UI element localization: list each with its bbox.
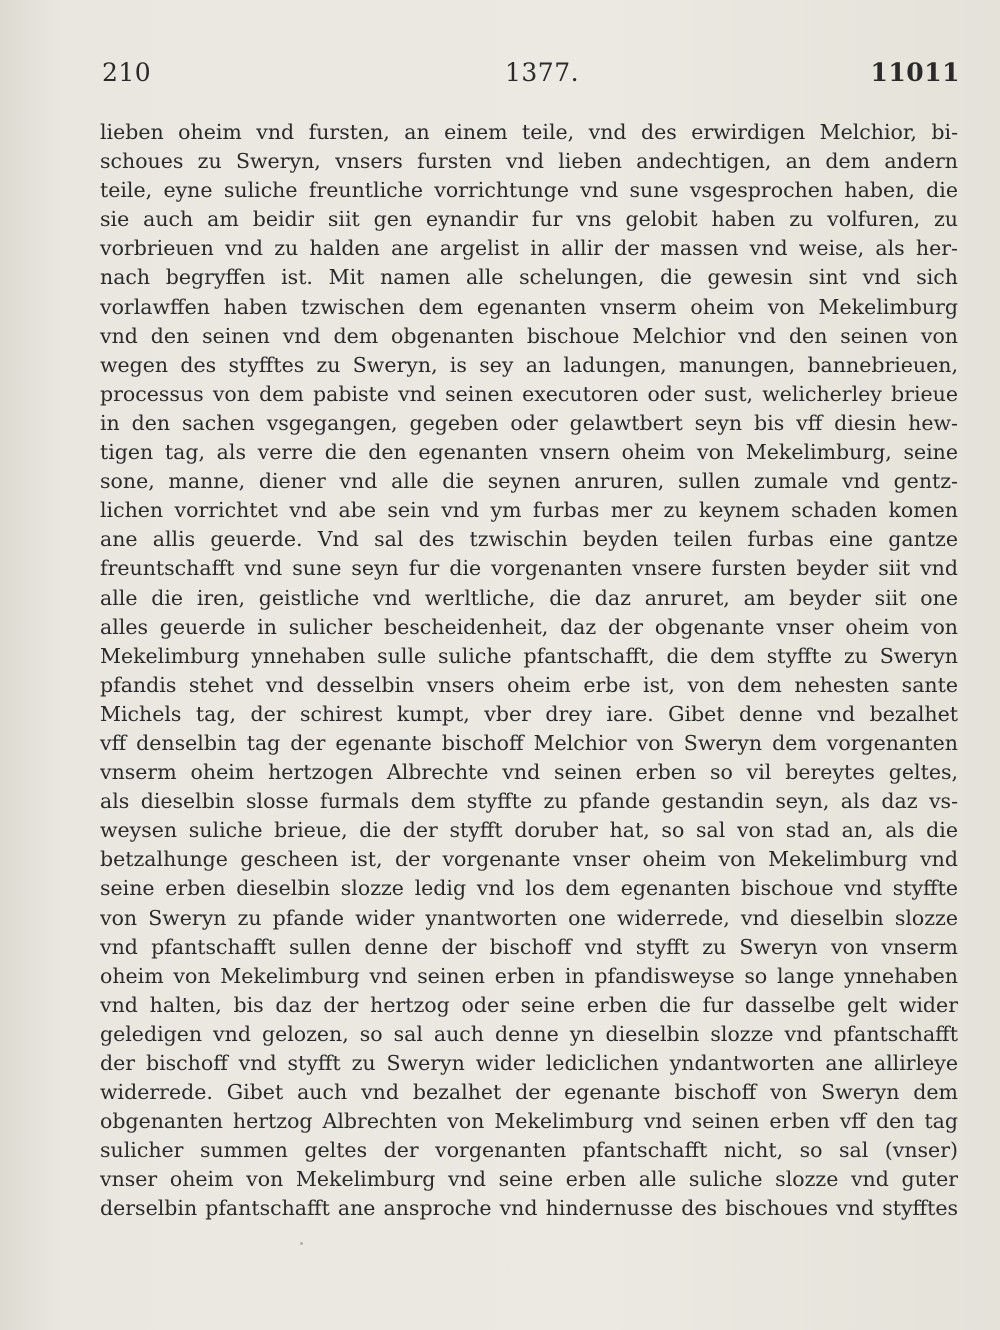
text-line: sone, manne, diener vnd alle die seynen anruren, sullen zumale vnd gentz- (100, 469, 958, 494)
text-line: der bischoff vnd styfft zu Sweryn wider lediclichen yndantworten ane allirleye (100, 1051, 958, 1075)
text-line: vnser oheim von Mekelimburg vnd seine erben alle suliche slozze vnd guter (100, 1167, 958, 1192)
text-line: ane allis geuerde. Vnd sal des tzwischin beyden teilen furbas eine gantze (100, 527, 958, 552)
text-line: Michels tag, der schirest kumpt, vber drey iare. Gibet denne vnd bezalhet (100, 701, 958, 726)
text-line: weysen suliche brieue, die der styfft doruber hat, so sal von stad an, als die (100, 818, 958, 843)
text-line: tigen tag, als verre die den egenanten vnsern oheim von Mekelimburg, seine (100, 440, 958, 465)
text-line: vff denselbin tag der egenante bischoff Melchior von Sweryn dem vorgenanten (100, 730, 958, 755)
text-line: vnd den seinen vnd dem obgenanten bischoue Melchior vnd den seinen von (100, 323, 958, 348)
text-line: lieben oheim vnd fursten, an einem teile, vnd des erwirdigen Melchior, bi- (100, 120, 958, 144)
text-line: alles geuerde in sulicher bescheidenheit, daz der obgenante vnser oheim von (100, 614, 958, 639)
page-number: 210 (102, 58, 152, 87)
text-line: vorbrieuen vnd zu halden ane argelist in allir der massen vnd weise, als her- (100, 236, 958, 261)
text-line: sie auch am beidir siit gen eynandir fur vns gelobit haben zu volfuren, zu (100, 207, 958, 232)
text-line: teile, eyne suliche freuntliche vorrichtunge vnd sune vsgesprochen haben, die (100, 178, 958, 203)
text-line: Mekelimburg ynnehaben sulle suliche pfantschafft, die dem styffte zu Sweryn (100, 643, 958, 668)
text-line: als dieselbin slosse furmals dem styffte zu pfande gestandin seyn, als daz vs- (100, 789, 958, 814)
text-line: freuntschafft vnd sune seyn fur die vorgenanten vnsere fursten beyder siit vnd (100, 556, 958, 581)
text-line: vnserm oheim hertzogen Albrechte vnd seinen erben so vil bereytes geltes, (100, 760, 958, 785)
year-heading: 1377. (505, 58, 580, 87)
paper-speck (300, 1242, 303, 1245)
text-line: vnd halten, bis daz der hertzog oder seine erben die fur dasselbe gelt wider (100, 992, 958, 1017)
text-line: sulicher summen geltes der vorgenanten pfantschafft nicht, so sal (vnser) (100, 1138, 958, 1163)
text-line: widerrede. Gibet auch vnd bezalhet der egenante bischoff von Sweryn dem (100, 1080, 958, 1105)
text-line: alle die iren, geistliche vnd werltliche, die daz anruret, am beyder siit one (100, 585, 958, 610)
text-line: oheim von Mekelimburg vnd seinen erben in pfandisweyse so lange ynnehaben (100, 963, 958, 988)
text-line: obgenanten hertzog Albrechten von Mekelimburg vnd seinen erben vff den tag (100, 1109, 958, 1134)
text-line: schoues zu Sweryn, vnsers fursten vnd lieben andechtigen, an dem andern (100, 149, 958, 174)
text-line: von Sweryn zu pfande wider ynantworten one widerrede, vnd dieselbin slozze (100, 905, 958, 930)
text-line: lichen vorrichtet vnd abe sein vnd ym furbas mer zu keynem schaden komen (100, 498, 958, 523)
text-line: geledigen vnd gelozen, so sal auch denne yn dieselbin slozze vnd pfantschafft (100, 1021, 958, 1046)
text-line: vorlawffen haben tzwischen dem egenanten vnserm oheim von Mekelimburg (100, 294, 958, 319)
text-line: vnd pfantschafft sullen denne der bischoff vnd styfft zu Sweryn von vnserm (100, 934, 958, 959)
text-line: processus von dem pabiste vnd seinen executoren oder sust, welicherley brieue (100, 381, 958, 406)
text-line: seine erben dieselbin slozze ledig vnd los dem egenanten bischoue vnd styffte (100, 876, 958, 901)
body-text (100, 118, 958, 1224)
text-line: wegen des styfftes zu Sweryn, is sey an ladungen, manungen, bannebrieuen, (100, 352, 958, 377)
text-line: pfandis stehet vnd desselbin vnsers oheim erbe ist, von dem nehesten sante (100, 672, 958, 697)
text-line: nach begryffen ist. Mit namen alle schelungen, die gewesin sint vnd sich (100, 265, 958, 290)
text-line: betzalhunge gescheen ist, der vorgenante vnser oheim von Mekelimburg vnd (100, 847, 958, 872)
text-line: in den sachen vsgegangen, gegeben oder gelawtbert seyn bis vff diesin hew- (100, 410, 958, 435)
text-line: derselbin pfantschafft ane ansproche vnd hindernusse des bischoues vnd styfftes (100, 1196, 958, 1221)
document-number: 11011 (870, 58, 960, 87)
page-header (100, 58, 960, 94)
